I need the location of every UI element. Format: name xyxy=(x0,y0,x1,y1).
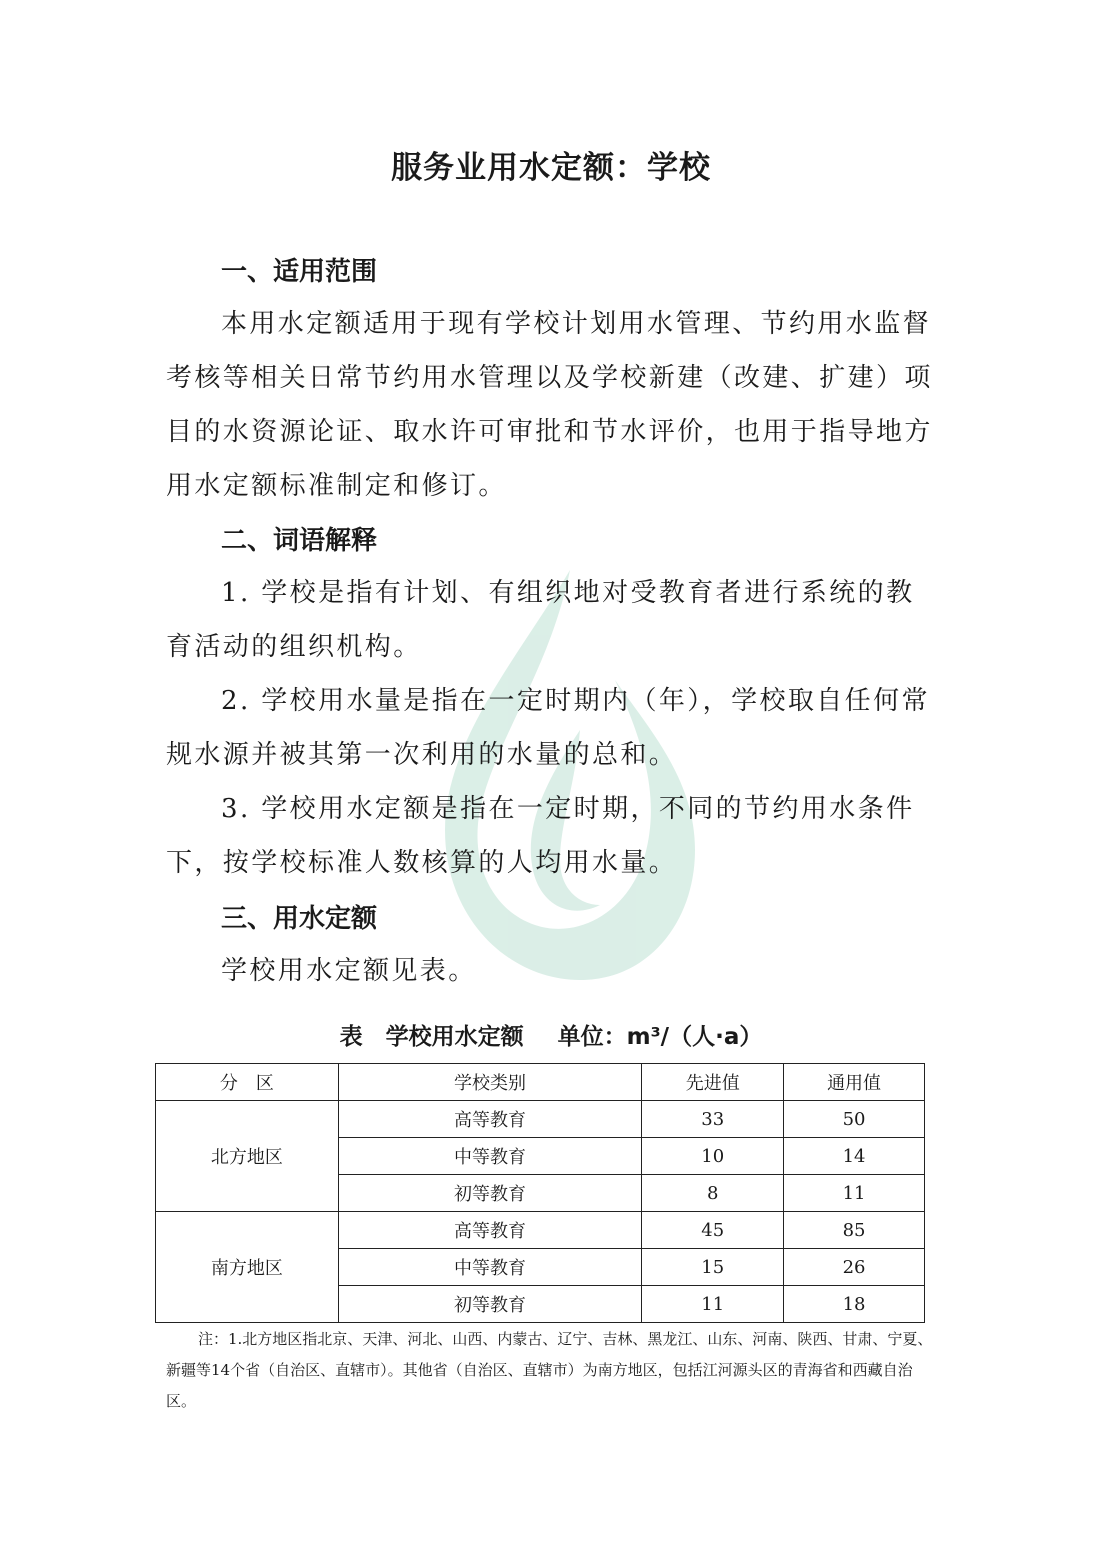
section-heading-scope: 一、适用范围 xyxy=(221,257,378,287)
header-general: 通用值 xyxy=(784,1064,925,1101)
table-unit: 单位：m³/（人·a） xyxy=(557,1024,763,1050)
definition-school: 1. 学校是指有计划、有组织地对受教育者进行系统的教育活动的组织机构。 xyxy=(166,578,915,662)
header-advanced: 先进值 xyxy=(642,1064,784,1101)
school-type-cell: 高等教育 xyxy=(338,1101,642,1138)
header-region: 分 区 xyxy=(156,1064,339,1101)
table-note: 注：1.北方地区指北京、天津、河北、山西、内蒙古、辽宁、吉林、黑龙江、山东、河南、陕西、甘肃、宁夏、新疆等14个省（自治区、直辖市）。其他省（自治区、直辖市）为南方地区，包括江河源头区的青海省和西藏自治区。 xyxy=(166,1330,933,1410)
table-row xyxy=(156,1212,925,1249)
advanced-value-cell: 15 xyxy=(642,1249,784,1286)
school-type-cell: 中等教育 xyxy=(338,1138,642,1175)
advanced-value-cell: 8 xyxy=(642,1175,784,1212)
table-caption xyxy=(0,1018,1102,1051)
general-value-cell: 11 xyxy=(784,1175,925,1212)
advanced-value-cell: 33 xyxy=(642,1101,784,1138)
advanced-value-cell: 11 xyxy=(642,1286,784,1323)
definition-water-use: 2. 学校用水量是指在一定时期内（年），学校取自任何常规水源并被其第一次利用的水量的总和。 xyxy=(166,686,930,770)
school-type-cell: 中等教育 xyxy=(338,1249,642,1286)
general-value-cell: 18 xyxy=(784,1286,925,1323)
general-value-cell: 26 xyxy=(784,1249,925,1286)
general-value-cell: 85 xyxy=(784,1212,925,1249)
region-cell: 南方地区 xyxy=(156,1212,339,1323)
table-caption-title: 表 学校用水定额 xyxy=(339,1024,524,1050)
general-value-cell: 50 xyxy=(784,1101,925,1138)
school-type-cell: 初等教育 xyxy=(338,1286,642,1323)
water-quota-table xyxy=(155,1063,925,1323)
quota-intro: 学校用水定额见表。 xyxy=(221,956,477,986)
advanced-value-cell: 10 xyxy=(642,1138,784,1175)
definition-water-quota: 3. 学校用水定额是指在一定时期，不同的节约用水条件下，按学校标准人数核算的人均用水量。 xyxy=(166,794,915,878)
school-type-cell: 高等教育 xyxy=(338,1212,642,1249)
school-type-cell: 初等教育 xyxy=(338,1175,642,1212)
header-school-type: 学校类别 xyxy=(338,1064,642,1101)
advanced-value-cell: 45 xyxy=(642,1212,784,1249)
page-title: 服务业用水定额：学校 xyxy=(391,150,711,186)
region-cell: 北方地区 xyxy=(156,1101,339,1212)
section-heading-quota: 三、用水定额 xyxy=(221,904,378,934)
section-heading-definitions: 二、词语解释 xyxy=(221,526,378,556)
table-row xyxy=(156,1101,925,1138)
general-value-cell: 14 xyxy=(784,1138,925,1175)
table-header-row xyxy=(156,1064,925,1101)
scope-paragraph: 本用水定额适用于现有学校计划用水管理、节约用水监督考核等相关日常节约用水管理以及学校新建（改建、扩建）项目的水资源论证、取水许可审批和节水评价，也用于指导地方用水定额标准制定和修订。 xyxy=(166,309,933,501)
